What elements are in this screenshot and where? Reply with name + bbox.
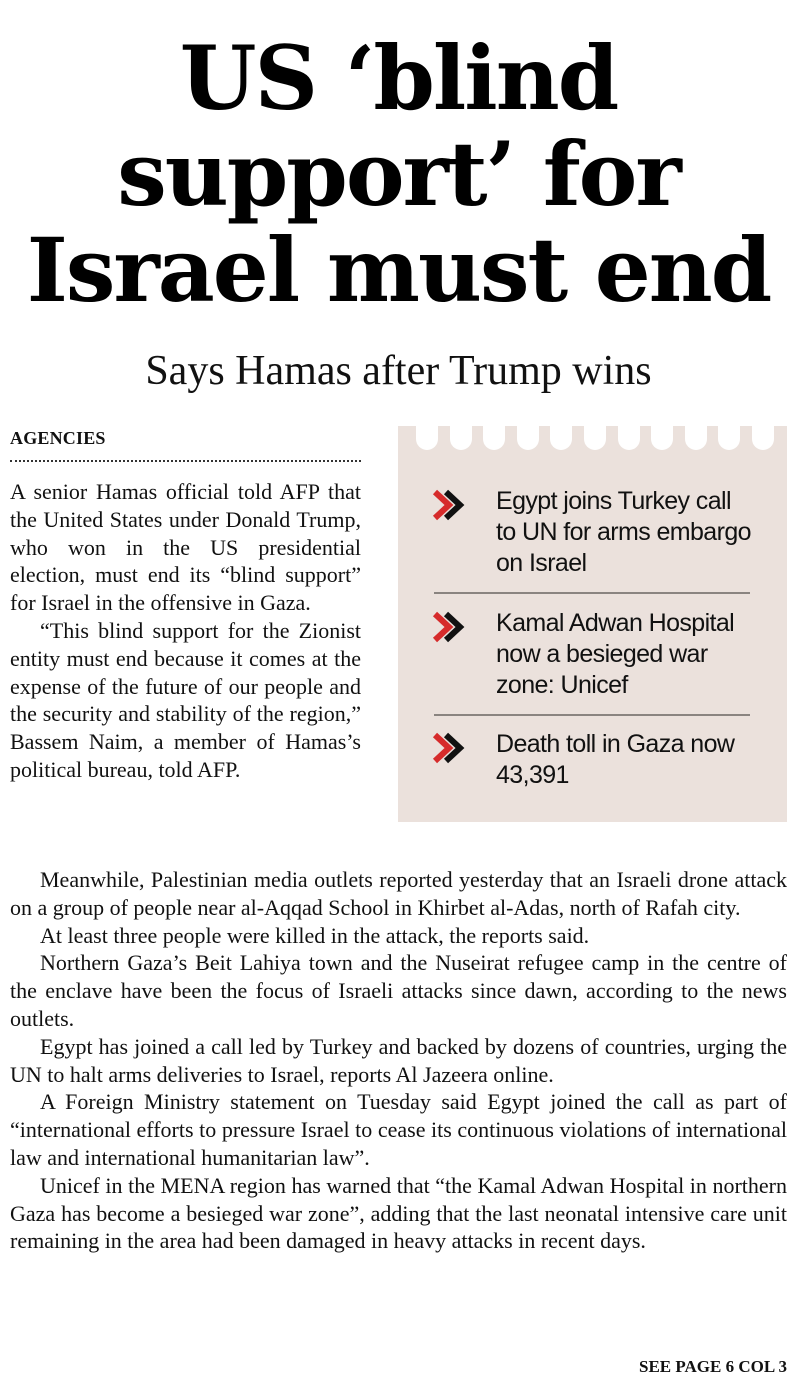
- byline-dotted-rule: [10, 460, 361, 462]
- notepad-hole: [584, 426, 606, 450]
- notepad-hole: [752, 426, 774, 450]
- paragraph: Egypt has joined a call led by Turkey and backed by dozens of countries, urging the UN to halt arms deliveries to Israel, reports Al Jazeera online.: [10, 1033, 787, 1087]
- headline-line-2: support’ for: [117, 122, 680, 226]
- byline: AGENCIES: [10, 428, 106, 448]
- body-column-wide: [10, 866, 787, 1255]
- paragraph: “This blind support for the Zionist entity must end because it comes at the expense of the future of our people and the security and stability of the region,” Bassem Naim, a member of Hamas’s political bureau, told AFP.: [10, 617, 361, 782]
- highlight-text: Death toll in Gaza now 43,391: [496, 730, 735, 789]
- paragraph: A Foreign Ministry statement on Tuesday said Egypt joined the call as part of “international efforts to pressure Israel to cease its continuous violations of international law and international humanitarian law”.: [10, 1089, 787, 1170]
- jump-line: SEE PAGE 6 COL 3: [639, 1357, 787, 1376]
- headline: [0, 26, 797, 322]
- paragraph: Meanwhile, Palestinian media outlets reported yesterday that an Israeli drone attack on a group of people near al-Aqqad School in Khirbet al-Adas, north of Rafah city.: [10, 867, 787, 920]
- subheadline: Says Hamas after Trump wins: [145, 348, 652, 394]
- headline-line-3: Israel must end: [26, 218, 771, 322]
- paragraph: Unicef in the MENA region has warned that “the Kamal Adwan Hospital in northern Gaza has become a besieged war zone”, adding that the last neonatal intensive care unit remaining in the area had been damaged in heavy attacks in recent days.: [10, 1172, 787, 1254]
- notepad-hole: [618, 426, 640, 450]
- paragraph: A senior Hamas official told AFP that the United States under Donald Trump, who won in the US presidential election, must end its “blind support” for Israel in the offensive in Gaza.: [10, 479, 361, 616]
- highlight-text: Egypt joins Turkey call to UN for arms embargo on Israel: [496, 487, 751, 577]
- notepad-hole: [651, 426, 673, 450]
- notepad-hole: [718, 426, 740, 450]
- double-chevron-right-icon: [432, 488, 472, 522]
- highlight-divider: [434, 592, 750, 594]
- highlight-text: Kamal Adwan Hospital now a besieged war zone: Unicef: [496, 609, 735, 699]
- notepad-hole: [483, 426, 505, 450]
- paragraph: At least three people were killed in the attack, the reports said.: [40, 922, 590, 948]
- highlights-box: [398, 426, 787, 822]
- paragraph: Northern Gaza’s Beit Lahiya town and the Nuseirat refugee camp in the centre of the enclave have been the focus of Israeli attacks since dawn, according to the news outlets.: [10, 950, 787, 1031]
- notepad-hole: [550, 426, 572, 450]
- double-chevron-right-icon: [432, 610, 472, 644]
- highlight-divider: [434, 714, 750, 716]
- notepad-hole: [416, 426, 438, 450]
- notepad-holes: [416, 426, 776, 456]
- body-column-narrow: [10, 478, 361, 784]
- headline-line-1: US ‘blind: [179, 26, 618, 130]
- notepad-hole: [517, 426, 539, 450]
- notepad-hole: [685, 426, 707, 450]
- double-chevron-right-icon: [432, 731, 472, 765]
- notepad-hole: [450, 426, 472, 450]
